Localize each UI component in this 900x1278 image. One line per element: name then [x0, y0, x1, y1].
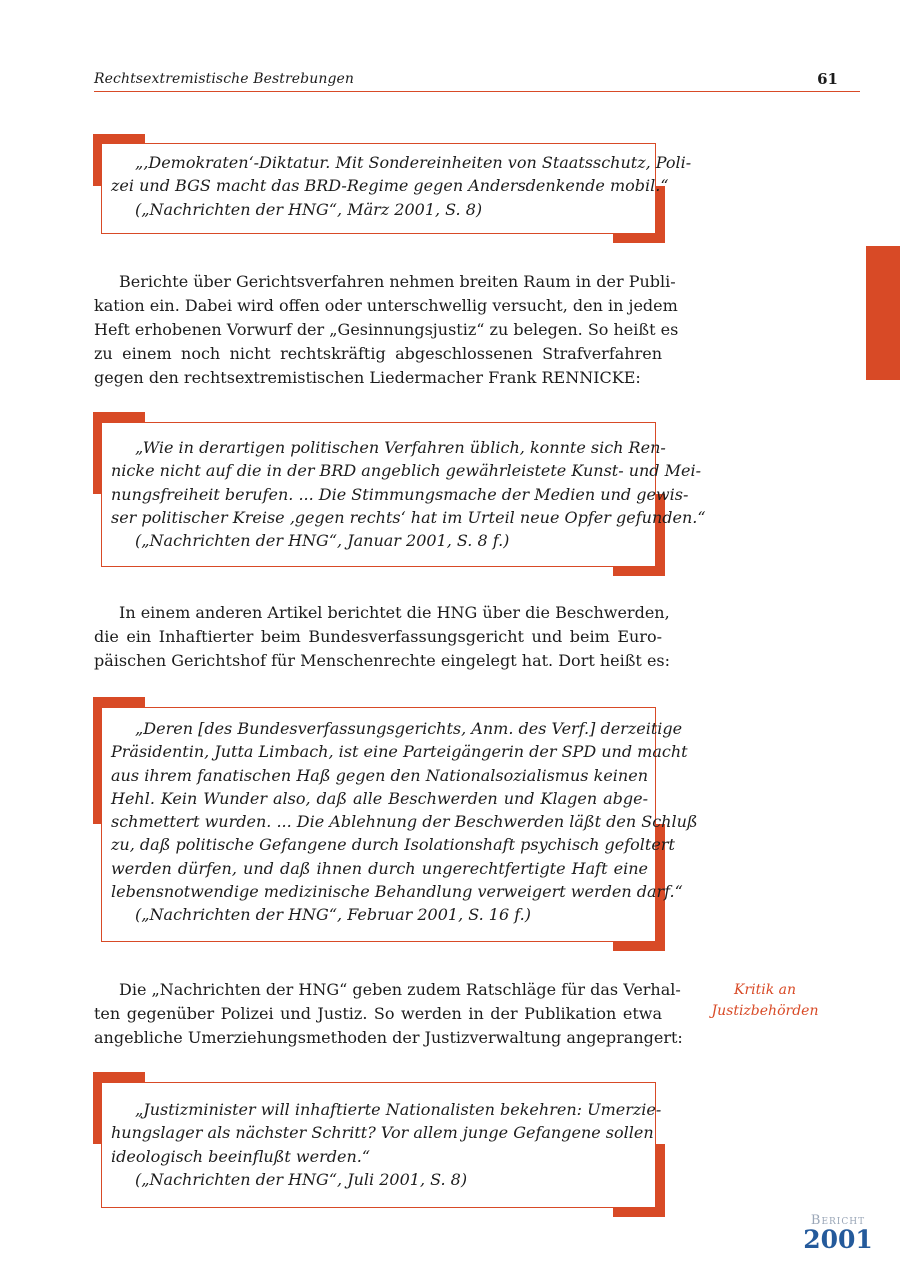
quote-source: („Nachrichten der HNG“, März 2001, S. 8) — [135, 199, 483, 219]
quote-line: aus ihrem fanatischen Haß gegen den Nationalsozialismus keinen — [111, 765, 648, 785]
paragraph-line: die ein Inhaftierter beim Bundesverfassungsgericht und beim Euro- — [94, 627, 662, 646]
paragraph-line: Berichte über Gerichtsverfahren nehmen breiten Raum in der Publi- — [119, 272, 676, 291]
chapter-tab-marker — [866, 246, 900, 380]
quote-line: schmettert wurden. ... Die Ablehnung der Beschwerden läßt den Schluß — [111, 812, 698, 832]
logo-year: 2001 — [803, 1225, 873, 1254]
quote-line: werden dürfen, und daß ihnen durch ungerechtfertigte Haft eine — [111, 858, 648, 878]
quote-line: nungsfreiheit berufen. ... Die Stimmungsmache der Medien und gewis- — [111, 484, 689, 504]
margin-note — [700, 980, 830, 1022]
quote-text — [111, 1098, 662, 1191]
body-paragraph — [94, 270, 679, 390]
body-paragraph — [94, 978, 683, 1050]
body-paragraph — [94, 601, 671, 673]
paragraph-line: Heft erhobenen Vorwurf der „Gesinnungsjustiz“ zu belegen. So heißt es — [94, 320, 679, 339]
paragraph-line: päischen Gerichtshof für Menschenrechte eingelegt hat. Dort heißt es: — [94, 651, 671, 670]
quote-box — [93, 134, 692, 243]
logo-word: Bericht — [810, 1213, 866, 1228]
running-header — [94, 70, 860, 92]
bericht-2001-logo — [800, 1213, 876, 1254]
quote-source: („Nachrichten der HNG“, Februar 2001, S. 16 f.) — [135, 905, 531, 925]
quote-line: ser politischer Kreise ‚gegen rechts‘ hat im Urteil neue Opfer gefunden.“ — [111, 507, 706, 527]
quote-line: hungslager als nächster Schritt? Vor allem junge Gefangene sollen — [111, 1123, 654, 1143]
margin-note-line: Kritik an — [733, 982, 797, 998]
margin-note-line: Justizbehörden — [711, 1003, 819, 1019]
quote-source: („Nachrichten der HNG“, Januar 2001, S. 8 f.) — [135, 531, 510, 551]
quote-line: lebensnotwendige medizinische Behandlung verweigert werden darf.“ — [111, 882, 683, 902]
quote-line: Präsidentin, Jutta Limbach, ist eine Parteigängerin der SPD und macht — [111, 742, 688, 762]
header-title: Rechtsextremistische Bestrebungen — [94, 71, 355, 87]
quote-line: „‚Demokraten‘-Diktatur. Mit Sondereinheiten von Staatsschutz, Poli- — [135, 153, 692, 172]
paragraph-line: In einem anderen Artikel berichtet die HNG über die Beschwerden, — [119, 603, 670, 622]
quote-text — [111, 717, 698, 927]
quote-text — [111, 151, 692, 221]
quote-box — [93, 697, 698, 951]
quote-text — [111, 436, 706, 552]
paragraph-line: gegen den rechtsextremistischen Liedermacher Frank RENNICKE: — [94, 368, 641, 387]
quote-line: „Justizminister will inhaftierte Nationalisten bekehren: Umerzie- — [135, 1100, 662, 1119]
quote-line: zu, daß politische Gefangene durch Isolationshaft psychisch gefoltert — [111, 835, 675, 855]
quote-line: zei und BGS macht das BRD-Regime gegen Andersdenkende mobil.“ — [111, 176, 669, 196]
quote-line: ideologisch beeinflußt werden.“ — [111, 1146, 371, 1166]
quote-line: „Deren [des Bundesverfassungsgerichts, Anm. des Verf.] derzeitige — [135, 719, 683, 738]
quote-line: Hehl. Kein Wunder also, daß alle Beschwerden und Klagen abge- — [111, 788, 648, 808]
paragraph-line: kation ein. Dabei wird offen oder unterschwellig versucht, den in jedem — [94, 296, 678, 315]
quote-line: nicke nicht auf die in der BRD angeblich gewährleistete Kunst- und Mei- — [111, 461, 702, 481]
quote-line: „Wie in derartigen politischen Verfahren üblich, konnte sich Ren- — [135, 438, 666, 457]
paragraph-line: zu einem noch nicht rechtskräftig abgeschlossenen Strafverfahren — [94, 344, 662, 363]
quote-box — [93, 412, 706, 576]
paragraph-line: ten gegenüber Polizei und Justiz. So werden in der Publikation etwa — [94, 1004, 662, 1023]
paragraph-line: Die „Nachrichten der HNG“ geben zudem Ratschläge für das Verhal- — [119, 980, 681, 999]
paragraph-line: angebliche Umerziehungsmethoden der Justizverwaltung angeprangert: — [94, 1028, 683, 1047]
quote-box — [93, 1072, 665, 1217]
page-number: 61 — [817, 70, 838, 88]
quote-source: („Nachrichten der HNG“, Juli 2001, S. 8) — [135, 1169, 468, 1189]
